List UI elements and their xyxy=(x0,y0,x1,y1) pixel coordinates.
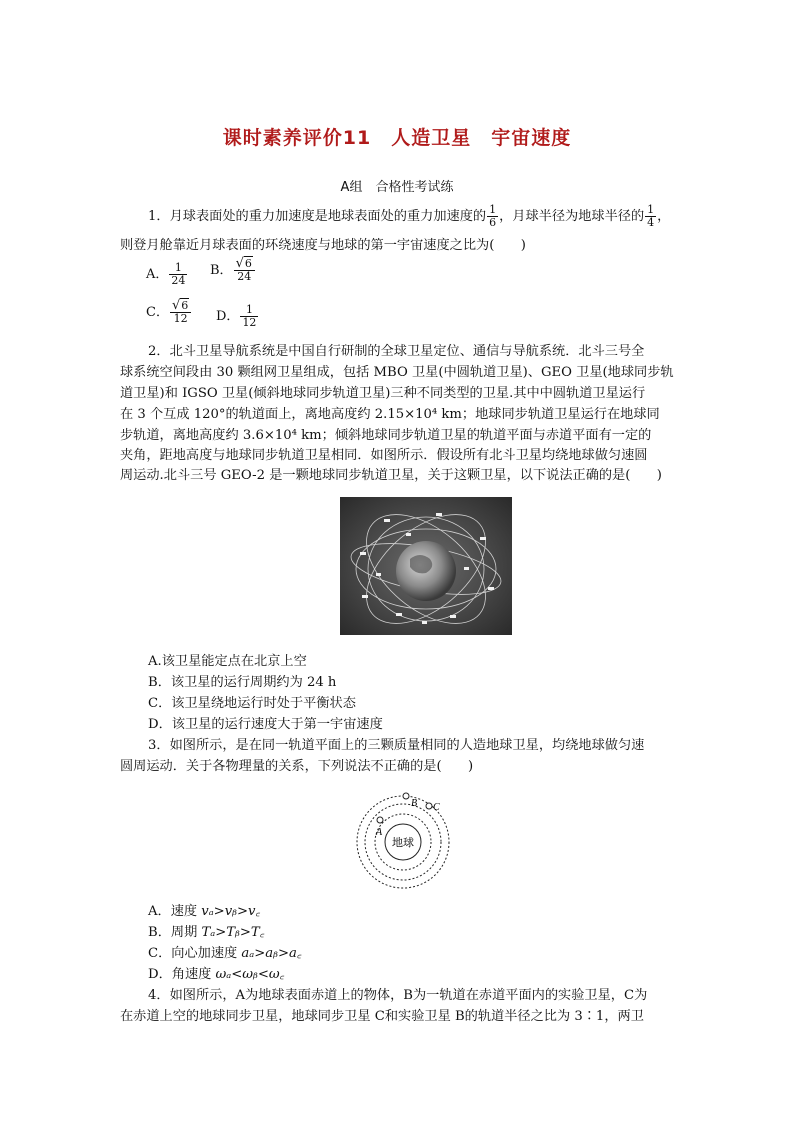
q2-line-7: 周运动.北斗三号 GEO-2 是一颗地球同步轨道卫星，关于这颗卫星，以下说法正确的是( ) xyxy=(120,468,662,483)
q1-line1 xyxy=(148,204,670,229)
q3-option-a: A．速度 vₐ>vᵦ>v꜀ xyxy=(148,904,261,919)
label-c: C xyxy=(433,802,440,813)
q3-option-d: D．角速度 ωₐ<ωᵦ<ω꜀ xyxy=(148,967,285,982)
satellite-b xyxy=(403,793,409,799)
page-title: 课时素养评价11 人造卫星 宇宙速度 xyxy=(222,127,572,149)
q2-option-d: D．该卫星的运行速度大于第一宇宙速度 xyxy=(148,717,383,732)
satellite-c xyxy=(426,803,432,809)
q4-line-2: 在赤道上空的地球同步卫星，地球同步卫星 C和实验卫星 B的轨道半径之比为 3∶1，两卫 xyxy=(120,1009,644,1024)
q2-line-2: 球系统空间段由 30 颗组网卫星组成，包括 MBO 卫星(中圆轨道卫星)、GEO 卫星(地球同步轨 xyxy=(120,365,674,380)
q1-text-a: 1．月球表面处的重力加速度是地球表面处的重力加速度的 xyxy=(148,209,487,224)
beidou-constellation-photo xyxy=(340,497,512,635)
q1-option-d: D． $\frac{1}{12}$ xyxy=(216,303,257,329)
q4-line-1: 4．如图所示，A为地球表面赤道上的物体，B为一轨道在赤道平面内的实验卫星，C为 xyxy=(148,988,648,1003)
beidou-orbits-illustration xyxy=(340,497,512,635)
q1-line2: 则登月舱靠近月球表面的环绕速度与地球的第一宇宙速度之比为( ) xyxy=(120,238,526,253)
q1-fraction-1: $\frac{1}{6}$ xyxy=(489,203,497,229)
q2-line-4: 在 3 个互成 120°的轨道面上，离地高度约 2.15×10⁴ km；地球同步轨道卫星运行在地球同 xyxy=(120,407,660,422)
q2-option-b: B．该卫星的运行周期约为 24 h xyxy=(148,675,337,690)
q2-line-5: 步轨道，离地高度约 3.6×10⁴ km；倾斜地球同步轨道卫星的轨道平面与赤道平面有一定的 xyxy=(120,428,652,443)
orbit-diagram xyxy=(355,782,451,894)
q1-option-b: B． $\frac{√6}{24}$ xyxy=(210,258,256,283)
label-b: B xyxy=(411,798,418,809)
q2-line-6: 夹角，距地高度与地球同步轨道卫星相同．如图所示．假设所有北斗卫星均绕地球做匀速圆 xyxy=(120,448,648,463)
q3-line-1: 3．如图所示，是在同一轨道平面上的三颗质量相同的人造地球卫星，均绕地球做匀速 xyxy=(148,738,645,753)
section-heading: A组 合格性考试练 xyxy=(340,180,454,195)
q1-option-a: A． $\frac{1}{24}$ xyxy=(146,261,186,287)
satellite-a xyxy=(377,817,383,823)
q1-fraction-2: $\frac{1}{4}$ xyxy=(647,203,655,229)
q1-text-b: ，月球半径为地球半径的 xyxy=(499,209,645,224)
q2-line-3: 道卫星)和 IGSO 卫星(倾斜地球同步轨道卫星)三种不同类型的卫星.其中中圆轨道卫星运行 xyxy=(120,386,646,401)
q2-option-c: C．该卫星绕地运行时处于平衡状态 xyxy=(148,696,356,711)
q2-line-1: 2．北斗卫星导航系统是中国自行研制的全球卫星定位、通信与导航系统．北斗三号全 xyxy=(148,344,645,359)
label-a: A xyxy=(376,827,383,838)
q1-text-c: ， xyxy=(657,209,671,224)
earth-label: 地球 xyxy=(392,837,414,849)
q1-option-c: C． $\frac{√6}{12}$ xyxy=(146,300,192,325)
q3-option-c: C．向心加速度 aₐ>aᵦ>a꜀ xyxy=(148,946,302,961)
q3-line-2: 圆周运动．关于各物理量的关系，下列说法不正确的是( ) xyxy=(120,759,474,774)
q3-option-b: B．周期 Tₐ>Tᵦ>T꜀ xyxy=(148,925,265,940)
q2-option-a: A.该卫星能定点在北京上空 xyxy=(148,654,307,669)
